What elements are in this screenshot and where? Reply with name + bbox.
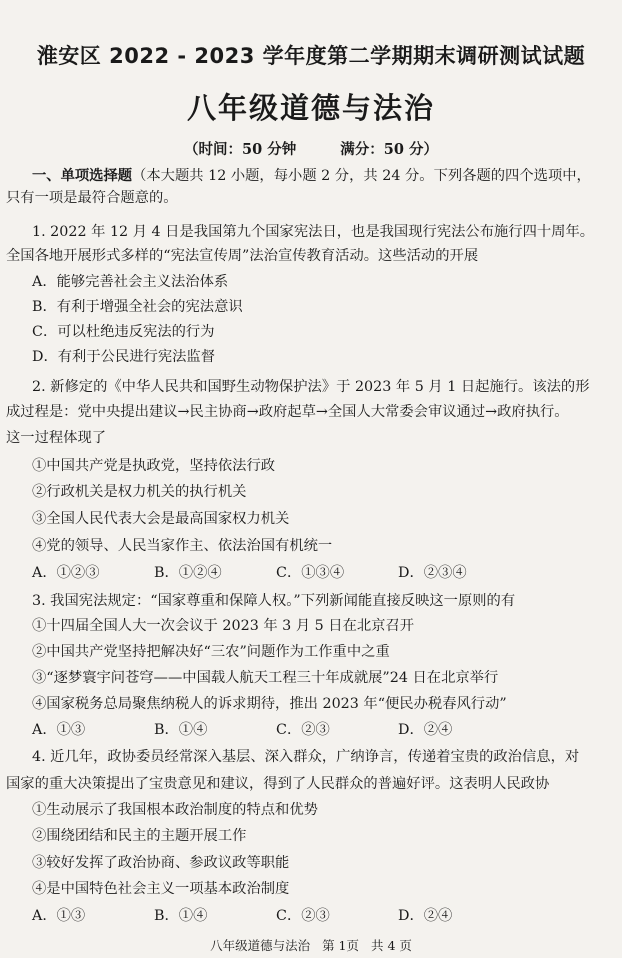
q3-statement-3: ③“逐梦寰宇问苍穹——中国载人航天工程三十年成就展”24 日在北京举行 xyxy=(32,670,499,686)
section1-heading: 一、单项选择题 xyxy=(32,168,133,184)
q2-option-c: C．①③④ xyxy=(276,565,345,581)
q4-options xyxy=(32,906,452,926)
q2-statement-3: ③全国人民代表大会是最高国家权力机关 xyxy=(32,511,290,527)
q3-statement-1: ①十四届全国人大一次会议于 2023 年 3 月 5 日在北京召开 xyxy=(32,618,415,634)
q3-option-c: C．②③ xyxy=(276,722,330,738)
q1-option-a: A．能够完善社会主义法治体系 xyxy=(32,274,229,290)
exam-meta xyxy=(0,138,622,159)
q2-option-a: A．①②③ xyxy=(32,565,100,581)
q2-stem-line1: 2. 新修定的《中华人民共和国野生动物保护法》于 2023 年 5 月 1 日起施行。该法的形 xyxy=(32,379,590,395)
q3-options xyxy=(32,720,452,740)
q3-option-d: D．②④ xyxy=(398,722,453,738)
q3-statement-4: ④国家税务总局聚焦纳税人的诉求期待，推出 2023 年“便民办税春风行动” xyxy=(32,696,507,712)
q4-stem-line2: 国家的重大决策提出了宝贵意见和建议，得到了人民群众的普遍好评。这表明人民政协 xyxy=(6,776,550,792)
q1-option-b: B．有利于增强全社会的宪法意识 xyxy=(32,299,243,315)
q4-statement-1: ①生动展示了我国根本政治制度的特点和优势 xyxy=(32,802,318,818)
section1-intro-line2: 只有一项是最符合题意的。 xyxy=(6,190,178,206)
q2-option-d: D．②③④ xyxy=(398,565,467,581)
q3-option-a: A．①③ xyxy=(32,722,86,738)
q3-option-b: B．①④ xyxy=(154,722,208,738)
q4-option-d: D．②④ xyxy=(398,908,453,924)
section1-intro xyxy=(32,166,591,186)
section1-intro-text: （本大题共 12 小题，每小题 2 分，共 24 分。下列各题的四个选项中， xyxy=(132,168,591,184)
full-score: 满分：50 分） xyxy=(340,141,438,158)
q1-stem-line2: 全国各地开展形式多样的“宪法宣传周”法治宣传教育活动。这些活动的开展 xyxy=(6,248,479,264)
q3-stem-line1: 3. 我国宪法规定：“国家尊重和保障人权。”下列新闻能直接反映这一原则的有 xyxy=(32,593,516,609)
q4-statement-2: ②围绕团结和民主的主题开展工作 xyxy=(32,828,247,844)
q4-statement-3: ③较好发挥了政治协商、参政议政等职能 xyxy=(32,855,290,871)
q2-statement-4: ④党的领导、人民当家作主、依法治国有机统一 xyxy=(32,538,333,554)
q4-option-b: B．①④ xyxy=(154,908,208,924)
footer-page-number: 第 1页 xyxy=(322,938,360,953)
q2-statement-1: ①中国共产党是执政党，坚持依法行政 xyxy=(32,458,276,474)
time-limit: （时间：50 分钟 xyxy=(184,141,297,158)
q2-stem-line2: 成过程是：党中央提出建议→民主协商→政府起草→全国人大常委会审议通过→政府执行。 xyxy=(6,404,569,420)
q2-statement-2: ②行政机关是权力机关的执行机关 xyxy=(32,484,247,500)
subject-title: 八年级道德与法治 xyxy=(186,91,435,125)
q4-option-c: C．②③ xyxy=(276,908,330,924)
q1-option-c: C．可以杜绝违反宪法的行为 xyxy=(32,324,215,340)
q2-options xyxy=(32,563,467,583)
q4-option-a: A．①③ xyxy=(32,908,86,924)
q1-option-d: D．有利于公民进行宪法监督 xyxy=(32,349,216,365)
q2-stem-line3: 这一过程体现了 xyxy=(6,430,107,446)
exam-title: 淮安区 2022 - 2023 学年度第二学期期末调研测试试题 xyxy=(36,44,586,68)
footer-total-pages: 共 4 页 xyxy=(371,938,412,953)
q2-option-b: B．①②④ xyxy=(154,565,222,581)
footer-subject: 八年级道德与法治 xyxy=(210,938,311,953)
q4-statement-4: ④是中国特色社会主义一项基本政治制度 xyxy=(32,881,290,897)
q1-stem-line1: 1. 2022 年 12 月 4 日是我国第九个国家宪法日，也是我国现行宪法公布施行四十周年。 xyxy=(32,224,595,240)
q4-stem-line1: 4. 近几年，政协委员经常深入基层、深入群众，广纳诤言，传递着宝贵的政治信息，对 xyxy=(32,749,580,765)
q3-statement-2: ②中国共产党坚持把解决好“三农”问题作为工作重中之重 xyxy=(32,644,390,660)
page-footer xyxy=(0,936,622,954)
